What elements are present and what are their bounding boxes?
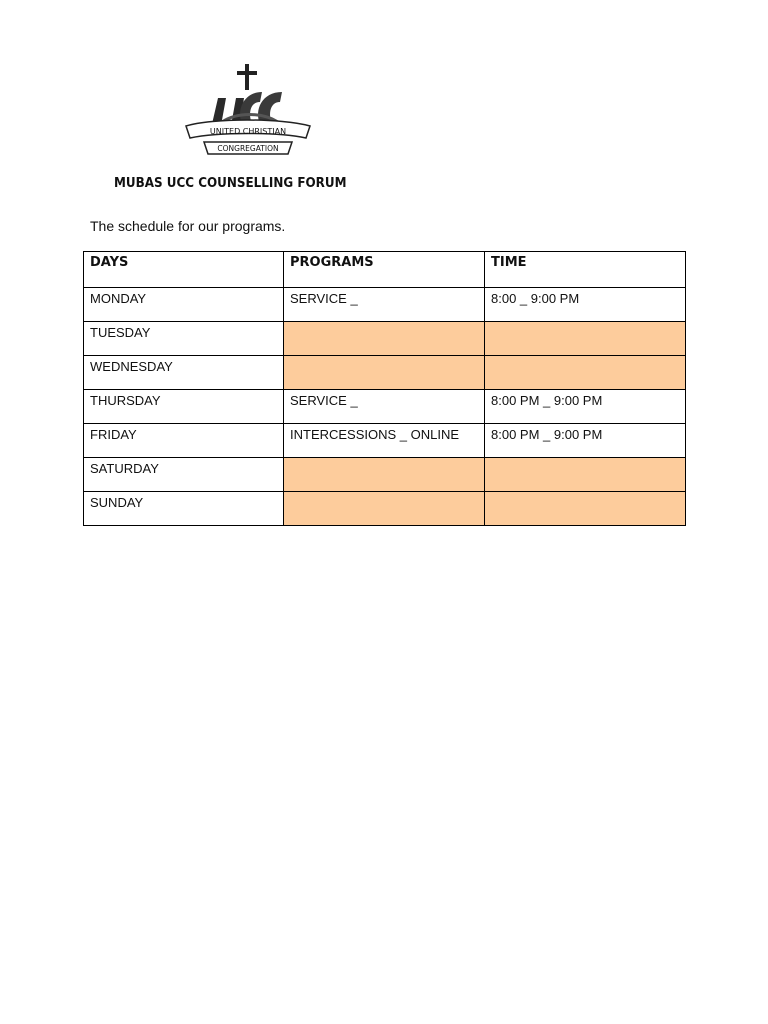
table-row [84,492,686,526]
time-cell [485,356,686,390]
table-row [84,458,686,492]
table-header-row [84,252,686,288]
day-cell: WEDNESDAY [84,356,284,390]
day-cell: MONDAY [84,288,284,322]
table-row [84,356,686,390]
logo-subbanner-text: CONGREGATION [217,144,279,153]
program-cell: SERVICE _ [284,288,485,322]
day-cell: SATURDAY [84,458,284,492]
program-cell: INTERCESSIONS _ ONLINE [284,424,485,458]
program-cell: SERVICE _ [284,390,485,424]
ucc-logo-graphic [182,62,314,160]
program-cell [284,492,485,526]
page-title: MUBAS UCC COUNSELLING FORUM [114,176,347,191]
table-row [84,322,686,356]
time-cell [485,492,686,526]
program-cell [284,322,485,356]
header-programs: PROGRAMS [284,252,485,288]
day-cell: TUESDAY [84,322,284,356]
time-cell: 8:00 _ 9:00 PM [485,288,686,322]
time-cell: 8:00 PM _ 9:00 PM [485,424,686,458]
logo-banner-text: UNITED CHRISTIAN [209,127,287,136]
program-cell [284,356,485,390]
day-cell: SUNDAY [84,492,284,526]
time-cell [485,322,686,356]
table-row [84,288,686,322]
header-days: DAYS [84,252,284,288]
table-row [84,424,686,458]
day-cell: THURSDAY [84,390,284,424]
schedule-table [83,251,686,526]
day-cell: FRIDAY [84,424,284,458]
ucc-logo [182,62,314,160]
intro-text: The schedule for our programs. [90,218,286,234]
time-cell [485,458,686,492]
program-cell [284,458,485,492]
header-time: TIME [485,252,686,288]
table-row [84,390,686,424]
time-cell: 8:00 PM _ 9:00 PM [485,390,686,424]
